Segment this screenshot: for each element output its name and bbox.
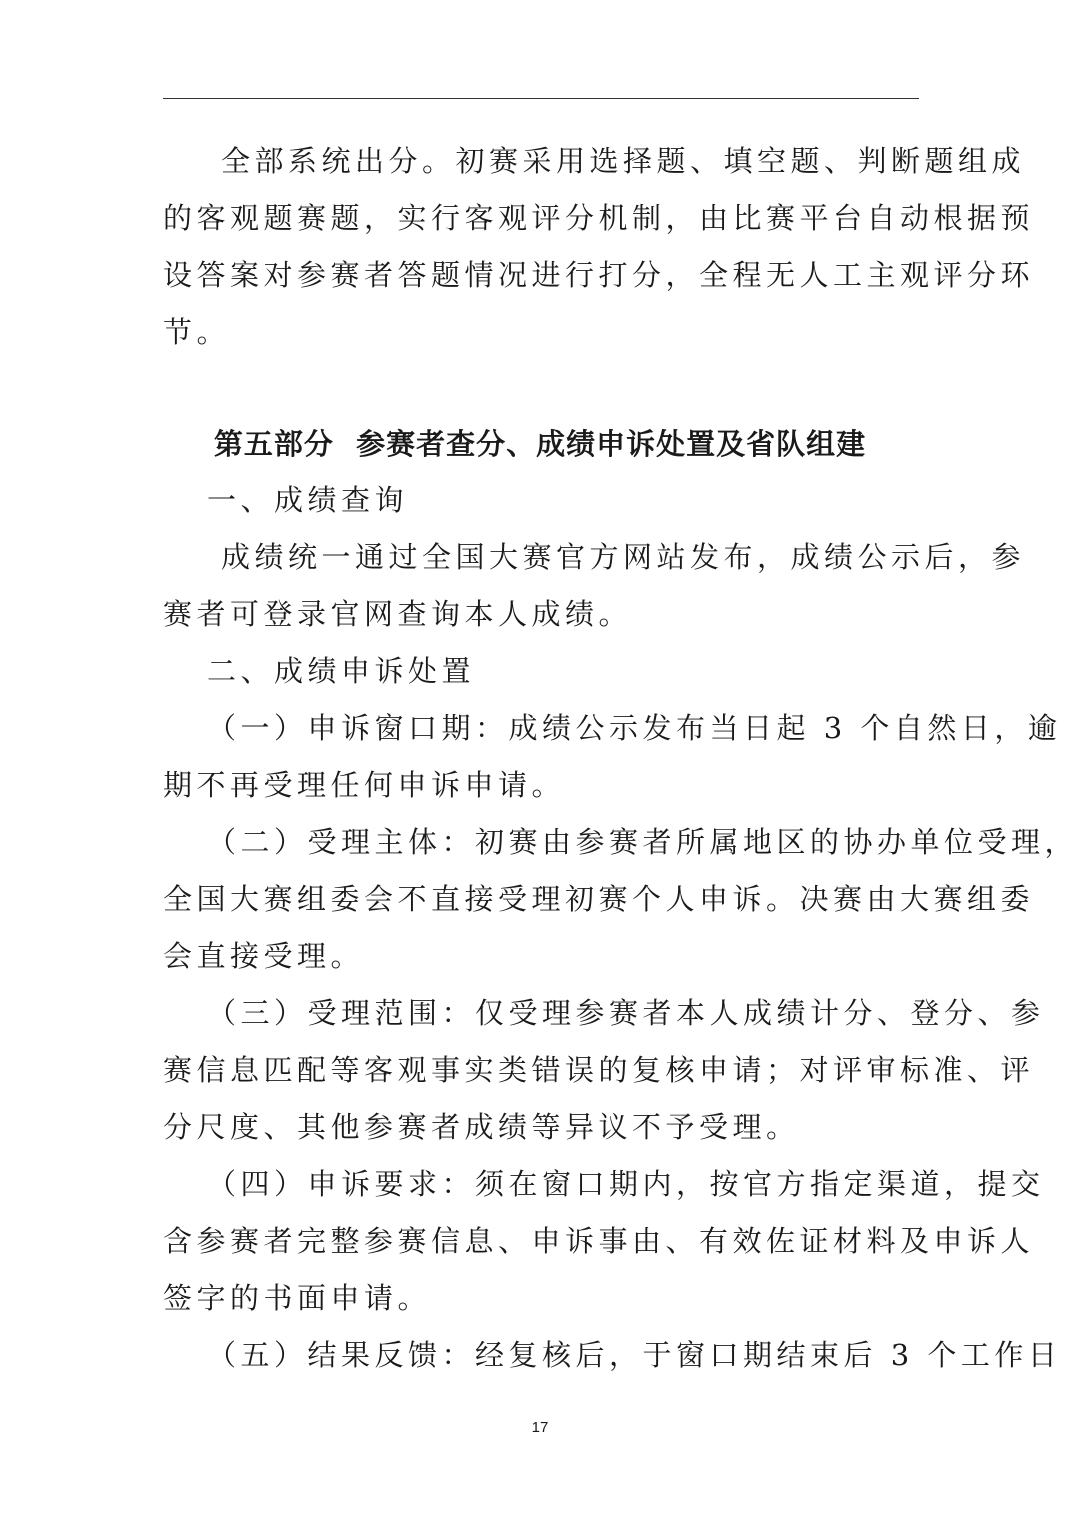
subsection-heading: 一、成绩查询 [207, 483, 409, 517]
paragraph-line: 的客观题赛题，实行客观评分机制，由比赛平台自动根据预 [163, 201, 1035, 235]
list-item-line: 含参赛者完整参赛信息、申诉事由、有效佐证材料及申诉人 [163, 1224, 1035, 1258]
paragraph-line: 全部系统出分。初赛采用选择题、填空题、判断题组成 [221, 144, 1026, 178]
list-item-line: 签字的书面申请。 [163, 1281, 432, 1315]
paragraph-line: 设答案对参赛者答题情况进行打分，全程无人工主观评分环 [163, 258, 1035, 292]
paragraph-line: 赛者可登录官网查询本人成绩。 [163, 597, 633, 631]
section-heading: 第五部分 参赛者查分、成绩申诉处置及省队组建 [213, 427, 867, 461]
list-item-line: 分尺度、其他参赛者成绩等异议不予受理。 [163, 1110, 800, 1144]
page-number: 17 [531, 1419, 549, 1436]
list-item-line: （五）结果反馈：经复核后，于窗口期结束后 3 个工作日 [207, 1338, 1062, 1372]
list-item-line: （四）申诉要求：须在窗口期内，按官方指定渠道，提交 [207, 1167, 1045, 1201]
list-item-line: （三）受理范围：仅受理参赛者本人成绩计分、登分、参 [207, 996, 1045, 1030]
subsection-heading: 二、成绩申诉处置 [207, 654, 476, 688]
list-item-line: （一）申诉窗口期：成绩公示发布当日起 3 个自然日，逾 [207, 711, 1062, 745]
paragraph-line: 成绩统一通过全国大赛官方网站发布，成绩公示后，参 [221, 540, 1026, 574]
header-rule [163, 98, 919, 99]
list-item-line: 期不再受理任何申诉申请。 [163, 768, 566, 802]
list-item-line: 会直接受理。 [163, 939, 365, 973]
paragraph-line: 节。 [163, 315, 231, 349]
list-item-line: （二）受理主体：初赛由参赛者所属地区的协办单位受理， [207, 825, 1079, 859]
list-item-line: 全国大赛组委会不直接受理初赛个人申诉。决赛由大赛组委 [163, 882, 1035, 916]
list-item-line: 赛信息匹配等客观事实类错误的复核申请；对评审标准、评 [163, 1053, 1035, 1087]
